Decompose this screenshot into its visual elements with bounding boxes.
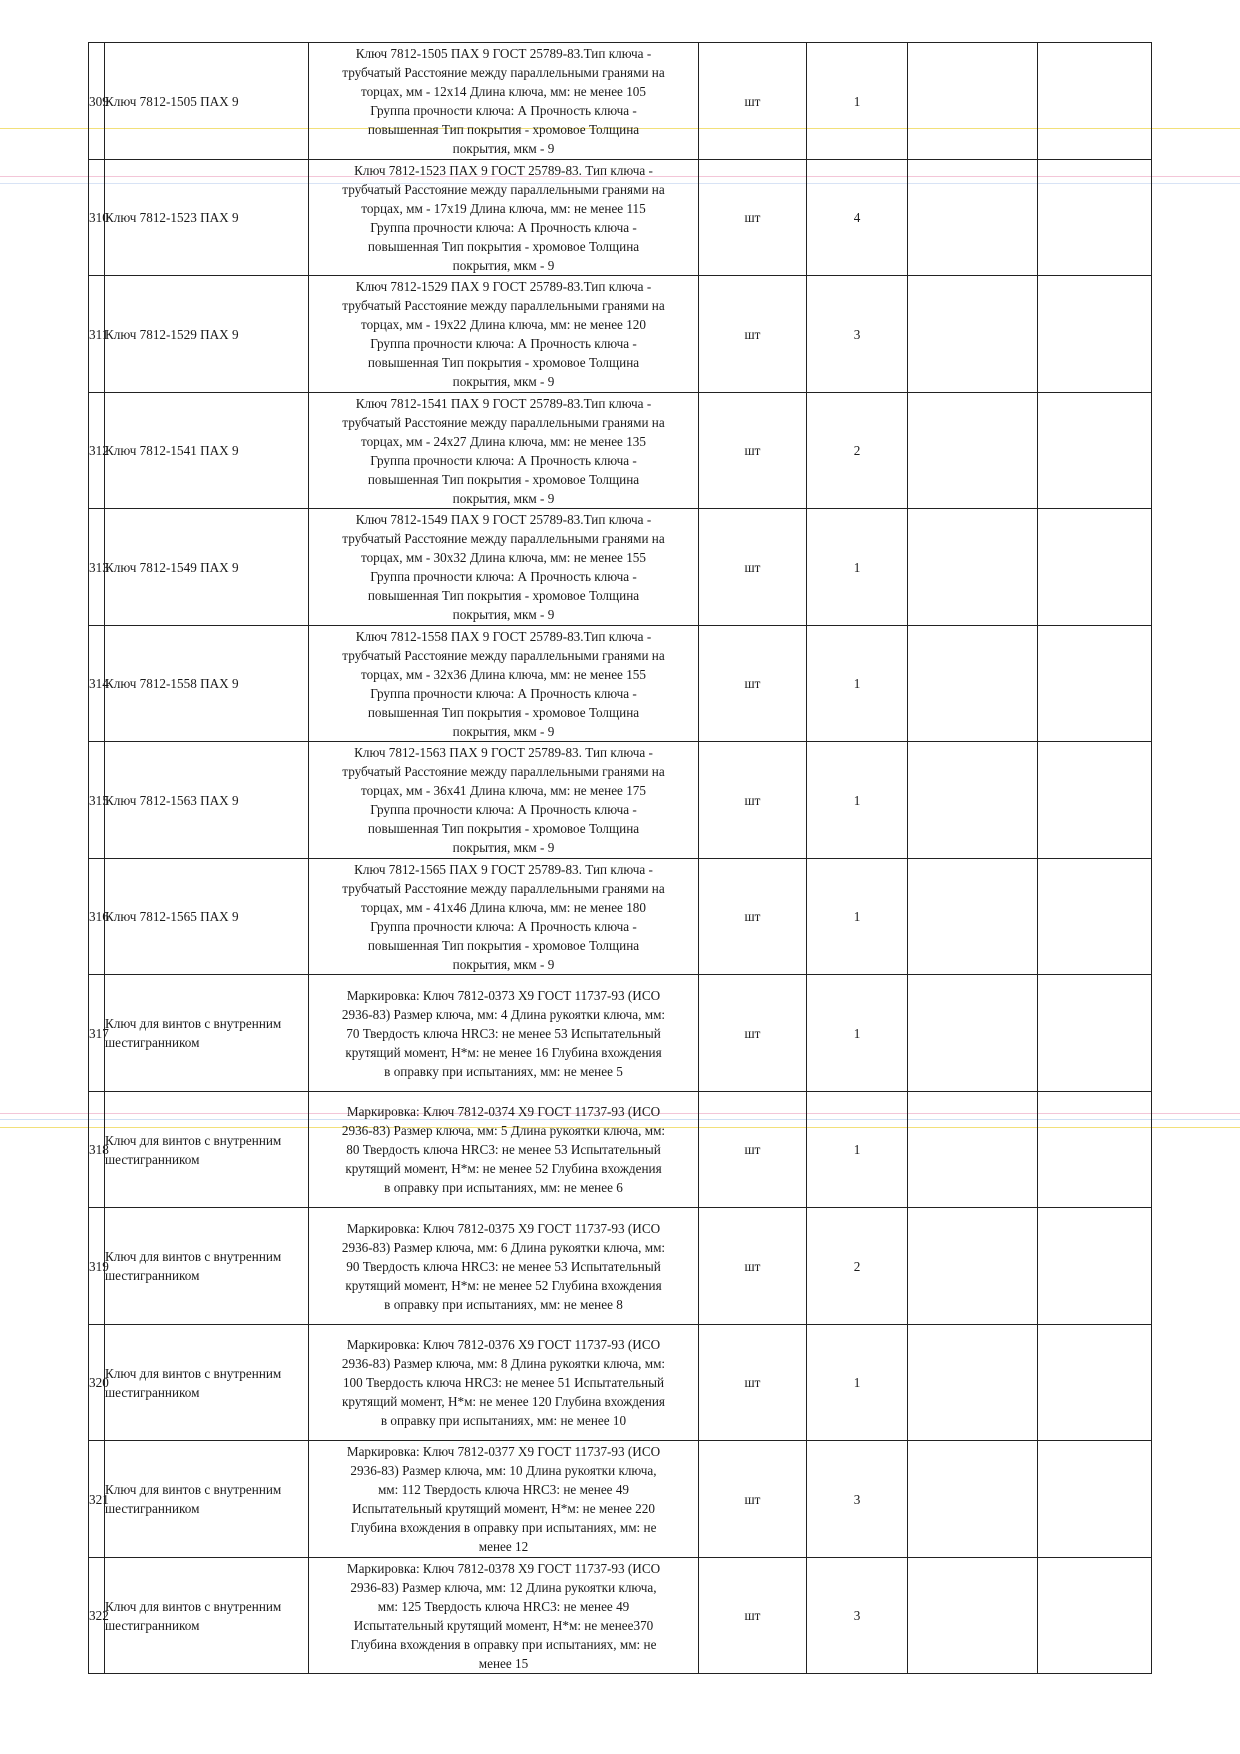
description-line: Маркировка: Ключ 7812-0378 Х9 ГОСТ 11737-93 (ИСО	[346, 1560, 661, 1576]
row-number: 315	[89, 742, 105, 859]
row-number: 322	[89, 1558, 105, 1674]
table-body	[89, 43, 1152, 1674]
description-line: в оправку при испытаниях, мм: не менее 5	[384, 1063, 623, 1079]
description-line: трубчатый Расстояние между параллельными гранями на	[342, 65, 665, 80]
description-line: 70 Твердость ключа HRC3: не менее 53 Испытательный	[346, 1025, 661, 1041]
empty-cell	[1038, 393, 1152, 509]
quantity-cell: 4	[807, 160, 908, 276]
item-name: Ключ для винтов с внутренним шестигранником	[105, 1441, 309, 1558]
description-line: Маркировка: Ключ 7812-0373 Х9 ГОСТ 11737-93 (ИСО	[346, 987, 661, 1003]
description-line: трубчатый Расстояние между параллельными гранями на	[342, 531, 665, 546]
description-line: повышенная Тип покрытия - хромовое Толщина	[367, 704, 640, 720]
item-name: Ключ 7812-1505 ПАХ 9	[105, 43, 309, 160]
item-name: Ключ для винтов с внутренним шестигранником	[105, 1208, 309, 1325]
description-line: 2936-83) Размер ключа, мм: 12 Длина рукоятки ключа,	[350, 1579, 657, 1595]
description-line: менее 12	[478, 1539, 529, 1554]
empty-cell	[1038, 1441, 1152, 1558]
item-name: Ключ 7812-1549 ПАХ 9	[105, 509, 309, 626]
row-number: 314	[89, 626, 105, 742]
item-name: Ключ для винтов с внутренним шестигранником	[105, 1558, 309, 1674]
description-line: повышенная Тип покрытия - хромовое Толщина	[367, 588, 640, 603]
quantity-cell: 3	[807, 1441, 908, 1558]
quantity-cell: 1	[807, 1092, 908, 1208]
quantity-cell: 2	[807, 1208, 908, 1325]
description-line: торцах, мм - 12х14 Длина ключа, мм: не менее 105	[361, 84, 646, 99]
table-row	[89, 975, 1152, 1092]
item-description	[309, 859, 699, 975]
description-line: 2936-83) Размер ключа, мм: 10 Длина рукоятки ключа,	[350, 1463, 657, 1478]
item-description	[309, 160, 699, 276]
description-line: покрытия, мкм - 9	[452, 607, 555, 622]
description-line: Маркировка: Ключ 7812-0376 Х9 ГОСТ 11737-93 (ИСО	[346, 1337, 661, 1352]
specification-table	[88, 42, 1152, 1674]
table-row	[89, 276, 1152, 393]
empty-cell	[908, 276, 1038, 393]
item-description	[309, 276, 699, 393]
row-number: 317	[89, 975, 105, 1092]
item-description	[309, 1441, 699, 1558]
table-row	[89, 1558, 1152, 1674]
unit-cell: шт	[699, 509, 807, 626]
item-description	[309, 975, 699, 1092]
description-line: крутящий момент, Н*м: не менее 52 Глубина вхождения	[345, 1277, 662, 1293]
description-line: повышенная Тип покрытия - хромовое Толщина	[367, 122, 640, 137]
description-line: Маркировка: Ключ 7812-0377 Х9 ГОСТ 11737-93 (ИСО	[346, 1444, 661, 1459]
empty-cell	[908, 43, 1038, 160]
item-name: Ключ 7812-1529 ПАХ 9	[105, 276, 309, 393]
row-number: 316	[89, 859, 105, 975]
item-name: Ключ для винтов с внутренним шестигранником	[105, 1092, 309, 1208]
description-line: крутящий момент, Н*м: не менее 52 Глубина вхождения	[345, 1161, 662, 1176]
table-row	[89, 859, 1152, 975]
empty-cell	[908, 1208, 1038, 1325]
item-name: Ключ 7812-1563 ПАХ 9	[105, 742, 309, 859]
description-line: в оправку при испытаниях, мм: не менее 8	[384, 1296, 623, 1312]
description-line: мм: 125 Твердость ключа HRC3: не менее 49	[377, 1598, 630, 1614]
empty-cell	[908, 1441, 1038, 1558]
empty-cell	[1038, 276, 1152, 393]
quantity-cell: 1	[807, 742, 908, 859]
unit-cell: шт	[699, 742, 807, 859]
empty-cell	[908, 1325, 1038, 1441]
item-name: Ключ 7812-1541 ПАХ 9	[105, 393, 309, 509]
description-line: 2936-83) Размер ключа, мм: 8 Длина рукоятки ключа, мм:	[341, 1356, 666, 1371]
row-number: 318	[89, 1092, 105, 1208]
description-line: трубчатый Расстояние между параллельными гранями на	[342, 764, 665, 779]
quantity-cell: 3	[807, 1558, 908, 1674]
description-line: покрытия, мкм - 9	[452, 840, 555, 855]
description-line: трубчатый Расстояние между параллельными гранями на	[342, 880, 665, 896]
description-line: в оправку при испытаниях, мм: не менее 10	[380, 1413, 627, 1428]
description-line: повышенная Тип покрытия - хромовое Толщина	[367, 238, 640, 254]
unit-cell: шт	[699, 1558, 807, 1674]
item-description	[309, 509, 699, 626]
empty-cell	[908, 509, 1038, 626]
empty-cell	[1038, 742, 1152, 859]
description-line: повышенная Тип покрытия - хромовое Толщина	[367, 355, 640, 370]
unit-cell: шт	[699, 626, 807, 742]
empty-cell	[1038, 626, 1152, 742]
description-line: Ключ 7812-1529 ПАХ 9 ГОСТ 25789-83.Тип ключа -	[355, 279, 652, 294]
empty-cell	[1038, 160, 1152, 276]
table-row	[89, 43, 1152, 160]
row-number: 312	[89, 393, 105, 509]
description-line: Ключ 7812-1505 ПАХ 9 ГОСТ 25789-83.Тип ключа -	[355, 46, 652, 61]
description-line: покрытия, мкм - 9	[452, 141, 555, 156]
empty-cell	[1038, 1208, 1152, 1325]
row-number: 309	[89, 43, 105, 160]
description-line: торцах, мм - 30х32 Длина ключа, мм: не менее 155	[361, 550, 646, 565]
description-line: Ключ 7812-1563 ПАХ 9 ГОСТ 25789-83. Тип ключа -	[354, 745, 653, 760]
description-line: торцах, мм - 36х41 Длина ключа, мм: не менее 175	[361, 783, 646, 798]
empty-cell	[908, 1558, 1038, 1674]
description-line: трубчатый Расстояние между параллельными гранями на	[342, 414, 665, 430]
description-line: покрытия, мкм - 9	[452, 956, 555, 972]
quantity-cell: 1	[807, 859, 908, 975]
table-row	[89, 742, 1152, 859]
description-line: Глубина вхождения в оправку при испытаниях, мм: не	[350, 1520, 657, 1535]
description-line: повышенная Тип покрытия - хромовое Толщина	[367, 821, 640, 836]
description-line: торцах, мм - 17х19 Длина ключа, мм: не менее 115	[361, 200, 646, 216]
description-line: 90 Твердость ключа HRC3: не менее 53 Испытательный	[346, 1258, 661, 1274]
empty-cell	[908, 859, 1038, 975]
description-line: Ключ 7812-1549 ПАХ 9 ГОСТ 25789-83.Тип ключа -	[355, 512, 652, 527]
unit-cell: шт	[699, 1325, 807, 1441]
item-description	[309, 1325, 699, 1441]
description-line: Группа прочности ключа: А Прочность ключа -	[370, 336, 637, 351]
item-description	[309, 393, 699, 509]
description-line: Ключ 7812-1558 ПАХ 9 ГОСТ 25789-83.Тип ключа -	[355, 628, 652, 644]
description-line: покрытия, мкм - 9	[452, 257, 555, 273]
empty-cell	[1038, 975, 1152, 1092]
unit-cell: шт	[699, 393, 807, 509]
table-row	[89, 1208, 1152, 1325]
quantity-cell: 1	[807, 509, 908, 626]
empty-cell	[908, 975, 1038, 1092]
row-number: 321	[89, 1441, 105, 1558]
description-line: Глубина вхождения в оправку при испытаниях, мм: не	[350, 1636, 657, 1652]
description-line: Ключ 7812-1565 ПАХ 9 ГОСТ 25789-83. Тип ключа -	[354, 861, 653, 877]
description-line: трубчатый Расстояние между параллельными гранями на	[342, 647, 665, 663]
item-name: Ключ 7812-1523 ПАХ 9	[105, 160, 309, 276]
description-line: Испытательный крутящий момент, Н*м: не менее 220	[352, 1501, 655, 1516]
unit-cell: шт	[699, 160, 807, 276]
description-line: Ключ 7812-1541 ПАХ 9 ГОСТ 25789-83.Тип ключа -	[355, 395, 652, 411]
item-name: Ключ 7812-1565 ПАХ 9	[105, 859, 309, 975]
description-line: Ключ 7812-1523 ПАХ 9 ГОСТ 25789-83. Тип ключа -	[354, 162, 653, 178]
empty-cell	[908, 626, 1038, 742]
description-line: менее 15	[478, 1655, 529, 1671]
unit-cell: шт	[699, 859, 807, 975]
description-line: крутящий момент, Н*м: не менее 16 Глубина вхождения	[345, 1044, 662, 1060]
unit-cell: шт	[699, 1441, 807, 1558]
description-line: крутящий момент, Н*м: не менее 120 Глубина вхождения	[342, 1394, 665, 1409]
description-line: Группа прочности ключа: А Прочность ключа -	[370, 802, 637, 817]
empty-cell	[908, 742, 1038, 859]
quantity-cell: 1	[807, 626, 908, 742]
table-row	[89, 160, 1152, 276]
description-line: Группа прочности ключа: А Прочность ключа -	[370, 569, 637, 584]
table-row	[89, 1441, 1152, 1558]
unit-cell: шт	[699, 1208, 807, 1325]
description-line: Испытательный крутящий момент, Н*м: не менее370	[353, 1617, 654, 1633]
empty-cell	[908, 160, 1038, 276]
empty-cell	[908, 393, 1038, 509]
empty-cell	[1038, 509, 1152, 626]
empty-cell	[1038, 859, 1152, 975]
description-line: покрытия, мкм - 9	[452, 490, 555, 506]
quantity-cell: 1	[807, 1325, 908, 1441]
table-row	[89, 626, 1152, 742]
row-number: 311	[89, 276, 105, 393]
item-name: Ключ для винтов с внутренним шестигранником	[105, 1325, 309, 1441]
table-row	[89, 393, 1152, 509]
quantity-cell: 1	[807, 975, 908, 1092]
description-line: повышенная Тип покрытия - хромовое Толщина	[367, 937, 640, 953]
item-description	[309, 1092, 699, 1208]
item-description	[309, 626, 699, 742]
description-line: торцах, мм - 19х22 Длина ключа, мм: не менее 120	[361, 317, 646, 332]
description-line: покрытия, мкм - 9	[452, 374, 555, 389]
description-line: повышенная Тип покрытия - хромовое Толщина	[367, 471, 640, 487]
row-number: 319	[89, 1208, 105, 1325]
description-line: Группа прочности ключа: А Прочность ключа -	[370, 918, 637, 934]
description-line: 80 Твердость ключа HRC3: не менее 53 Испытательный	[346, 1142, 661, 1157]
table-row	[89, 509, 1152, 626]
unit-cell: шт	[699, 43, 807, 160]
description-line: трубчатый Расстояние между параллельными гранями на	[342, 298, 665, 313]
description-line: 100 Твердость ключа HRC3: не менее 51 Испытательный	[342, 1375, 665, 1390]
empty-cell	[1038, 1092, 1152, 1208]
description-line: Маркировка: Ключ 7812-0375 Х9 ГОСТ 11737-93 (ИСО	[346, 1220, 661, 1236]
quantity-cell: 1	[807, 43, 908, 160]
description-line: Группа прочности ключа: А Прочность ключа -	[370, 685, 637, 701]
item-name: Ключ 7812-1558 ПАХ 9	[105, 626, 309, 742]
quantity-cell: 2	[807, 393, 908, 509]
description-line: трубчатый Расстояние между параллельными гранями на	[342, 181, 665, 197]
description-line: мм: 112 Твердость ключа HRC3: не менее 49	[377, 1482, 630, 1497]
description-line: в оправку при испытаниях, мм: не менее 6	[384, 1180, 623, 1195]
item-description	[309, 43, 699, 160]
unit-cell: шт	[699, 975, 807, 1092]
description-line: торцах, мм - 32х36 Длина ключа, мм: не менее 155	[361, 666, 646, 682]
description-line: Группа прочности ключа: А Прочность ключа -	[370, 103, 637, 118]
quantity-cell: 3	[807, 276, 908, 393]
description-line: 2936-83) Размер ключа, мм: 6 Длина рукоятки ключа, мм:	[341, 1239, 666, 1255]
empty-cell	[1038, 1558, 1152, 1674]
row-number: 320	[89, 1325, 105, 1441]
item-description	[309, 1558, 699, 1674]
table-row	[89, 1092, 1152, 1208]
empty-cell	[908, 1092, 1038, 1208]
unit-cell: шт	[699, 276, 807, 393]
description-line: 2936-83) Размер ключа, мм: 4 Длина рукоятки ключа, мм:	[341, 1006, 666, 1022]
row-number: 313	[89, 509, 105, 626]
description-line: Группа прочности ключа: А Прочность ключа -	[370, 219, 637, 235]
item-name: Ключ для винтов с внутренним шестигранником	[105, 975, 309, 1092]
table-row	[89, 1325, 1152, 1441]
description-line: 2936-83) Размер ключа, мм: 5 Длина рукоятки ключа, мм:	[341, 1123, 666, 1138]
unit-cell: шт	[699, 1092, 807, 1208]
empty-cell	[1038, 1325, 1152, 1441]
empty-cell	[1038, 43, 1152, 160]
row-number: 310	[89, 160, 105, 276]
description-line: Группа прочности ключа: А Прочность ключа -	[370, 452, 637, 468]
description-line: Маркировка: Ключ 7812-0374 Х9 ГОСТ 11737-93 (ИСО	[346, 1104, 661, 1119]
item-description	[309, 742, 699, 859]
description-line: торцах, мм - 24х27 Длина ключа, мм: не менее 135	[361, 433, 646, 449]
item-description	[309, 1208, 699, 1325]
description-line: покрытия, мкм - 9	[452, 723, 555, 739]
description-line: торцах, мм - 41х46 Длина ключа, мм: не менее 180	[361, 899, 646, 915]
